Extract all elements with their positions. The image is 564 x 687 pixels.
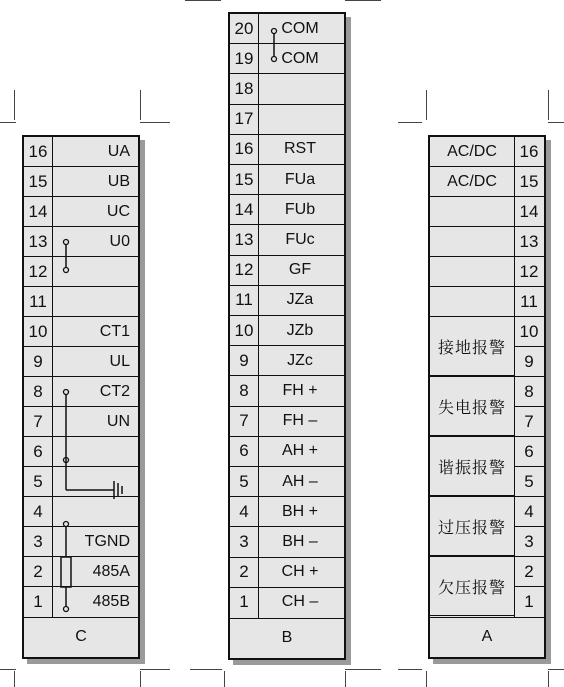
terminal-row (430, 137, 544, 167)
alarm-relay-label: 欠压报警 (430, 557, 514, 616)
terminal-dot (64, 268, 69, 273)
terminal-label: GF (288, 261, 312, 279)
ground-symbol (114, 481, 122, 499)
alarm-relay-label: 过压报警 (430, 497, 514, 556)
crop-mark (185, 0, 221, 1)
block-a-label: A (430, 617, 544, 656)
terminal-number: 6 (524, 441, 534, 461)
terminal-number: 16 (519, 141, 539, 161)
terminal-number: 13 (28, 231, 48, 251)
terminal-block-b (228, 12, 346, 660)
terminal-label: AC/DC (447, 172, 497, 190)
crop-mark (140, 669, 170, 670)
terminal-label: UN (106, 412, 130, 430)
terminal-number: 20 (234, 18, 254, 38)
crop-mark (426, 671, 427, 687)
terminal-dot (272, 57, 277, 62)
terminal-row (430, 197, 544, 227)
terminal-number: 1 (524, 591, 534, 611)
block-b-wiring (230, 14, 344, 658)
resistor (61, 557, 71, 587)
terminal-number: 4 (239, 501, 249, 521)
terminal-block-c (22, 135, 140, 659)
crop-mark (548, 90, 549, 120)
terminal-label (430, 257, 514, 286)
crop-mark (140, 90, 141, 120)
terminal-number: 11 (235, 290, 253, 310)
terminal-label: AC/DC (447, 142, 497, 160)
crop-mark (140, 122, 170, 123)
terminal-dot (64, 522, 69, 527)
block-b-label: B (230, 618, 344, 657)
terminal-number: 15 (28, 171, 48, 191)
terminal-label: JZa (286, 291, 314, 309)
crop-mark (398, 122, 422, 123)
terminal-number: 8 (524, 381, 534, 401)
terminal-label: RST (284, 140, 316, 158)
terminal-number: 2 (33, 561, 43, 581)
terminal-label: 485A (92, 562, 130, 580)
terminal-number: 9 (239, 350, 249, 370)
terminal-label: COM (281, 19, 319, 37)
terminal-number: 16 (28, 141, 48, 161)
terminal-number: 19 (234, 48, 254, 68)
terminal-number: 14 (519, 201, 539, 221)
terminal-label: AH – (282, 472, 318, 490)
terminal-number: 12 (519, 261, 539, 281)
terminal-label: TGND (84, 532, 130, 550)
terminal-number: 7 (239, 411, 249, 431)
terminal-number: 10 (519, 321, 539, 341)
terminal-number: 2 (524, 561, 534, 581)
terminal-label: FUa (284, 170, 316, 188)
terminal-number: 1 (33, 591, 43, 611)
terminal-number: 11 (520, 291, 538, 311)
terminal-label: CH – (281, 593, 319, 611)
terminal-number: 5 (33, 471, 43, 491)
terminal-dot (64, 390, 69, 395)
terminal-label: JZb (286, 321, 314, 339)
terminal-number: 8 (239, 380, 249, 400)
crop-mark (345, 0, 381, 1)
terminal-label: JZc (287, 351, 313, 369)
terminal-number: 4 (524, 501, 534, 521)
terminal-row (430, 287, 544, 317)
terminal-label: CT1 (99, 322, 130, 340)
terminal-label (430, 227, 514, 256)
crop-mark (140, 671, 141, 687)
terminal-label: UB (107, 172, 130, 190)
terminal-number: 3 (33, 531, 43, 551)
terminal-number: 16 (234, 139, 254, 159)
terminal-label: UC (106, 202, 130, 220)
crop-mark (14, 90, 15, 120)
terminal-row (430, 257, 544, 287)
terminal-dot (64, 240, 69, 245)
block-c-wiring (24, 137, 138, 657)
terminal-label: CH + (281, 563, 319, 581)
terminal-number: 17 (234, 109, 254, 129)
crop-mark (345, 669, 381, 670)
terminal-label: 485B (92, 592, 130, 610)
crop-mark (548, 669, 564, 670)
terminal-number: 6 (33, 441, 43, 461)
alarm-relay-label: 失电报警 (430, 377, 514, 436)
terminal-label: FH + (282, 381, 318, 399)
crop-mark (548, 671, 549, 687)
terminal-number: 13 (519, 231, 539, 251)
terminal-block-a (428, 135, 546, 659)
terminal-label: FH – (282, 412, 318, 430)
terminal-number: 10 (234, 320, 254, 340)
terminal-dot (272, 29, 277, 34)
terminal-number: 14 (234, 199, 254, 219)
crop-mark (0, 669, 16, 670)
terminal-number: 18 (234, 78, 254, 98)
block-c-label: C (24, 617, 138, 656)
terminal-number: 3 (239, 531, 249, 551)
crop-mark (345, 671, 346, 687)
terminal-number: 13 (234, 229, 254, 249)
terminal-label: FUb (284, 200, 316, 218)
terminal-number: 6 (239, 441, 249, 461)
terminal-label: FUc (285, 230, 315, 248)
terminal-number: 11 (29, 291, 47, 311)
terminal-label: AH + (281, 442, 318, 460)
crop-mark (548, 122, 564, 123)
terminal-number: 14 (28, 201, 48, 221)
alarm-relay-label: 谐振报警 (430, 437, 514, 496)
terminal-number: 9 (524, 351, 534, 371)
terminal-label: UL (109, 352, 130, 370)
terminal-label: U0 (109, 232, 130, 250)
crop-mark (0, 122, 16, 123)
terminal-number: 1 (239, 592, 249, 612)
terminal-number: 4 (33, 501, 43, 521)
crop-mark (398, 669, 422, 670)
terminal-number: 12 (28, 261, 48, 281)
terminal-number: 7 (33, 411, 43, 431)
terminal-dot (64, 607, 69, 612)
alarm-relay-label: 接地报警 (430, 317, 514, 376)
terminal-number: 9 (33, 351, 43, 371)
terminal-label (430, 287, 514, 316)
terminal-number: 3 (524, 531, 534, 551)
terminal-label: COM (281, 49, 319, 67)
terminal-label: BH + (281, 502, 318, 520)
terminal-number: 8 (33, 381, 43, 401)
terminal-number: 2 (239, 562, 249, 582)
terminal-number: 5 (239, 471, 249, 491)
terminal-row (430, 227, 544, 257)
terminal-label: CT2 (99, 382, 130, 400)
terminal-label: BH – (282, 532, 318, 550)
terminal-number: 7 (524, 411, 534, 431)
terminal-number: 10 (28, 321, 48, 341)
terminal-number: 15 (519, 171, 539, 191)
terminal-number: 15 (234, 169, 254, 189)
crop-mark (426, 90, 427, 120)
terminal-label: UA (107, 142, 130, 160)
terminal-label (430, 197, 514, 226)
crop-mark (190, 669, 222, 670)
terminal-number: 12 (234, 260, 254, 280)
terminal-row (430, 167, 544, 197)
terminal-number: 5 (524, 471, 534, 491)
crop-mark (14, 671, 15, 687)
crop-mark (224, 671, 225, 687)
